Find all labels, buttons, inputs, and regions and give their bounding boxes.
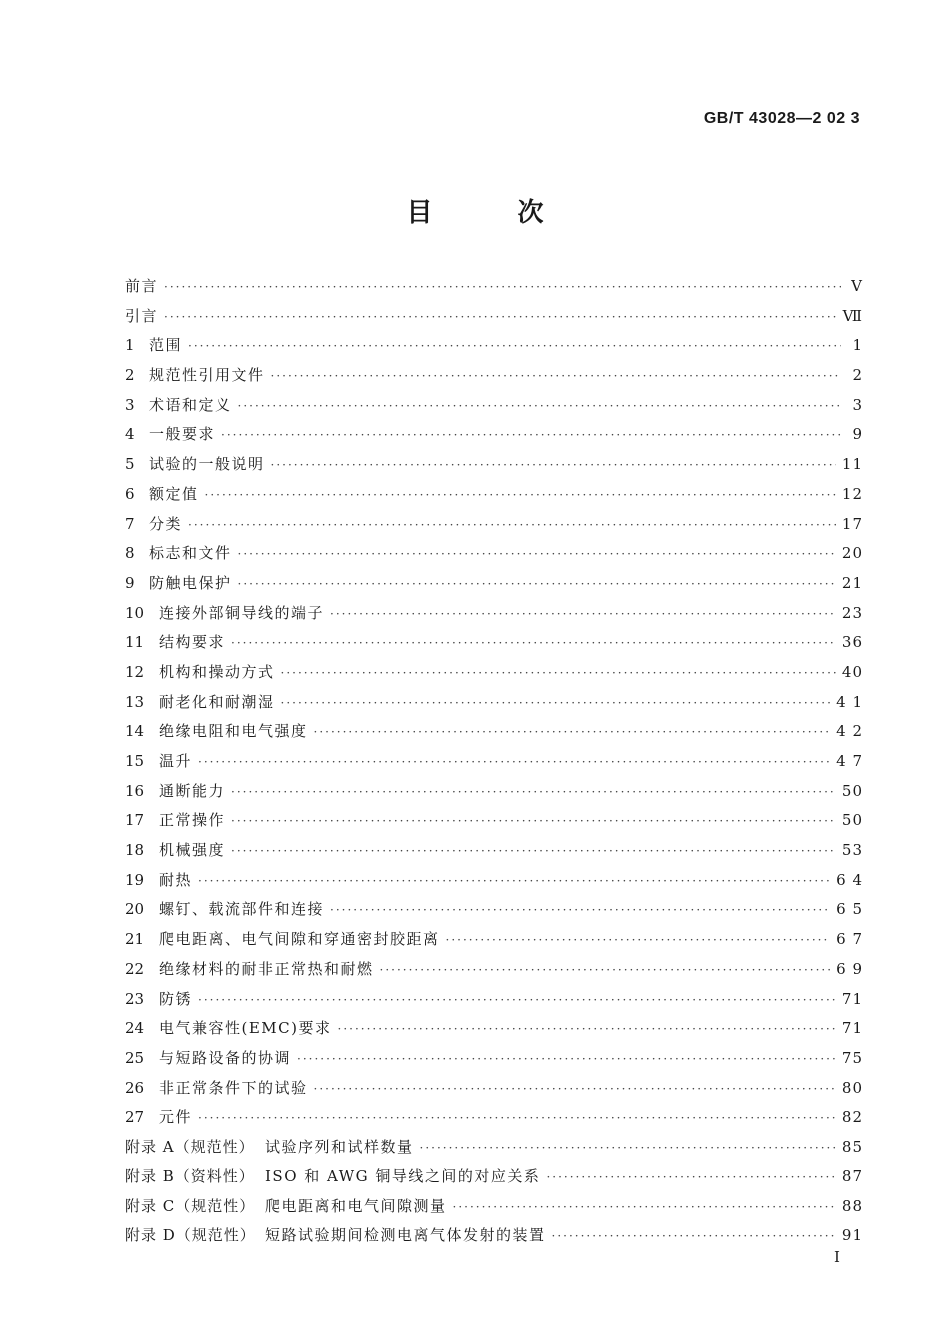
toc-entry-label: 与短路设备的协调: [159, 1048, 292, 1067]
toc-entry-number: 6: [125, 484, 135, 503]
toc-entry-label: 正常操作: [159, 811, 226, 830]
toc-entry[interactable]: [125, 1074, 863, 1104]
toc-entry[interactable]: [125, 688, 863, 718]
toc-entry-number: 4: [125, 425, 135, 444]
dot-leader: [420, 1134, 836, 1163]
toc-entry-number: 21: [125, 930, 145, 949]
toc-entry-number: 12: [125, 662, 145, 681]
toc-entry[interactable]: [125, 925, 863, 955]
toc-entry-page: 50: [841, 781, 863, 800]
appendix-title: 爬电距离和电气间隙测量: [265, 1196, 447, 1215]
toc-entry-label: 爬电距离、电气间隙和穿通密封胶距离: [159, 930, 440, 949]
toc-entry-page: 3: [852, 395, 863, 414]
dot-leader: [221, 421, 841, 451]
toc-entry-number: 22: [125, 959, 145, 978]
toc-entry-page: 80: [841, 1078, 863, 1097]
toc-entry[interactable]: [125, 717, 863, 747]
toc-entry-number: 19: [125, 870, 145, 889]
toc-entry-page: 6 9: [836, 959, 863, 978]
toc-entry-page: 6 4: [836, 870, 863, 889]
toc-entry-label: 额定值: [149, 484, 199, 503]
dot-leader: [446, 926, 831, 956]
appendix-page: 88: [841, 1196, 863, 1215]
toc-entry-page: 6 7: [836, 930, 863, 949]
dot-leader: [164, 273, 841, 303]
toc-entry-label: 防锈: [159, 989, 193, 1008]
toc-entry-page: 20: [841, 544, 863, 563]
page-title: 目 次: [406, 198, 582, 228]
toc-entry[interactable]: [125, 836, 863, 866]
toc-entry[interactable]: [125, 480, 863, 510]
dot-leader: [164, 303, 837, 333]
dot-leader: [546, 1163, 835, 1192]
toc-entry-number: 13: [125, 692, 145, 711]
toc-entry[interactable]: [125, 510, 863, 540]
toc-entry-page: V: [851, 277, 863, 295]
appendix-page: 91: [841, 1226, 863, 1245]
toc-appendix-entry[interactable]: [125, 1162, 863, 1191]
appendix-prefix: 附录 C（规范性）: [125, 1196, 256, 1215]
toc-entry[interactable]: [125, 272, 863, 302]
toc-entry-number: 25: [125, 1048, 145, 1067]
toc-entry-label: 机构和操动方式: [159, 662, 275, 681]
toc-entry-number: 18: [125, 841, 145, 860]
dot-leader: [198, 867, 830, 897]
toc-entry-label: 引言: [125, 306, 159, 325]
dot-leader: [198, 986, 836, 1016]
toc-entry[interactable]: [125, 599, 863, 629]
appendix-title: 试验序列和试样数量: [265, 1137, 414, 1156]
dot-leader: [297, 1045, 836, 1075]
dot-leader: [330, 600, 836, 630]
toc-entry[interactable]: [125, 1044, 863, 1074]
toc-entry-page: 50: [841, 811, 863, 830]
toc-entry-label: 结构要求: [159, 633, 226, 652]
toc-entry-page: 4 7: [836, 752, 863, 770]
toc-entry-label: 耐热: [159, 870, 193, 889]
toc-entry-label: 非正常条件下的试验: [159, 1078, 308, 1097]
toc-entry-number: 23: [125, 989, 145, 1008]
toc-entry-page: 2: [852, 366, 863, 385]
toc-entry-label: 术语和定义: [149, 395, 232, 414]
dot-leader: [552, 1222, 836, 1251]
dot-leader: [314, 718, 831, 748]
toc-entry[interactable]: [125, 985, 863, 1015]
toc-entry[interactable]: [125, 331, 863, 361]
appendix-page: 87: [841, 1167, 863, 1186]
toc-entry-page: 21: [841, 573, 863, 592]
page-folio: I: [834, 1248, 840, 1266]
appendix-prefix: 附录 B（资料性）: [125, 1167, 255, 1186]
toc-entry-page: 82: [841, 1108, 863, 1127]
toc-entry-number: 2: [125, 366, 135, 385]
toc-entry-number: 26: [125, 1078, 145, 1097]
dot-leader: [281, 659, 836, 689]
toc-entry-number: 8: [125, 544, 135, 563]
dot-leader: [238, 392, 841, 422]
dot-leader: [231, 807, 836, 837]
dot-leader: [314, 1075, 836, 1105]
dot-leader: [231, 778, 836, 808]
toc-entry-number: 14: [125, 722, 145, 741]
toc-entry[interactable]: [125, 1014, 863, 1044]
toc-entry-page: 4 2: [836, 722, 863, 741]
toc-entry-page: 36: [841, 633, 863, 652]
toc-entry-page: 6 5: [836, 900, 863, 919]
dot-leader: [198, 1104, 836, 1134]
toc-entry[interactable]: [125, 391, 863, 421]
dot-leader: [281, 689, 831, 719]
toc-entry[interactable]: [125, 420, 863, 450]
appendix-page: 85: [841, 1137, 863, 1156]
table-of-contents: [125, 272, 863, 1251]
toc-appendix-entry[interactable]: [125, 1133, 863, 1162]
toc-entry[interactable]: [125, 658, 863, 688]
toc-entry-page: 11: [841, 455, 863, 474]
toc-entry-number: 5: [125, 455, 135, 474]
toc-entry-number: 11: [125, 633, 145, 652]
toc-entry-number: 15: [125, 752, 145, 770]
toc-entry-label: 温升: [159, 752, 193, 770]
toc-entry-number: 16: [125, 781, 145, 800]
toc-entry[interactable]: [125, 450, 863, 480]
toc-entry[interactable]: [125, 806, 863, 836]
toc-entry[interactable]: [125, 361, 863, 391]
dot-leader: [338, 1015, 836, 1045]
toc-entry-number: 20: [125, 900, 145, 919]
toc-entry[interactable]: [125, 302, 863, 332]
dot-leader: [188, 332, 841, 362]
toc-entry-label: 元件: [159, 1108, 193, 1127]
toc-entry-label: 机械强度: [159, 841, 226, 860]
dot-leader: [198, 748, 830, 778]
document-code: GB/T 43028—2 02 3: [703, 110, 860, 127]
toc-entry[interactable]: [125, 747, 863, 777]
toc-entry[interactable]: [125, 777, 863, 807]
toc-entry-page: 12: [841, 484, 863, 503]
toc-entry-number: 24: [125, 1019, 145, 1038]
appendix-prefix: 附录 A（规范性）: [125, 1137, 255, 1156]
dot-leader: [271, 362, 841, 392]
dot-leader: [271, 451, 836, 481]
dot-leader: [238, 540, 836, 570]
dot-leader: [380, 956, 831, 986]
toc-entry-label: 分类: [149, 514, 183, 533]
toc-entry-page: 40: [841, 662, 863, 681]
toc-entry-number: 1: [125, 336, 135, 355]
dot-leader: [330, 896, 830, 926]
toc-entry[interactable]: [125, 569, 863, 599]
toc-entry-label: 螺钉、载流部件和连接: [159, 900, 325, 919]
toc-entry-number: 9: [125, 573, 135, 592]
toc-entry-label: 前言: [125, 277, 159, 295]
toc-entry-label: 通断能力: [159, 781, 226, 800]
toc-entry-page: 75: [841, 1048, 863, 1067]
toc-entry-page: 4 1: [836, 692, 863, 711]
toc-entry-label: 一般要求: [149, 425, 216, 444]
toc-entry-page: 9: [852, 425, 863, 444]
dot-leader: [238, 570, 836, 600]
toc-entry-label: 标志和文件: [149, 544, 232, 563]
toc-entry-label: 防触电保护: [149, 573, 232, 592]
toc-entry-label: 耐老化和耐潮湿: [159, 692, 275, 711]
dot-leader: [231, 837, 836, 867]
toc-entry-page: 71: [841, 989, 863, 1008]
toc-appendix-entry[interactable]: [125, 1221, 863, 1250]
toc-entry-page: 23: [841, 603, 863, 622]
toc-entry-number: 27: [125, 1108, 145, 1127]
toc-entry[interactable]: [125, 1103, 863, 1133]
toc-entry-label: 电气兼容性(EMC)要求: [159, 1019, 332, 1038]
toc-entry-number: 7: [125, 514, 135, 533]
toc-entry-number: 10: [125, 603, 145, 622]
toc-entry-page: 71: [841, 1019, 863, 1038]
toc-appendix-entry[interactable]: [125, 1192, 863, 1221]
toc-entry-number: 3: [125, 395, 135, 414]
toc-entry-label: 规范性引用文件: [149, 366, 265, 385]
toc-entry[interactable]: [125, 895, 863, 925]
toc-entry-page: 17: [841, 514, 863, 533]
toc-entry-page: Ⅶ: [842, 306, 863, 325]
toc-entry[interactable]: [125, 866, 863, 896]
toc-entry[interactable]: [125, 955, 863, 985]
dot-leader: [205, 481, 836, 511]
toc-entry-label: 试验的一般说明: [149, 455, 265, 474]
appendix-title: 短路试验期间检测电离气体发射的装置: [265, 1226, 546, 1245]
toc-entry-label: 范围: [149, 336, 183, 355]
toc-entry-page: 53: [841, 841, 863, 860]
toc-entry[interactable]: [125, 539, 863, 569]
dot-leader: [453, 1193, 836, 1222]
appendix-title: ISO 和 AWG 铜导线之间的对应关系: [265, 1167, 541, 1186]
toc-entry[interactable]: [125, 628, 863, 658]
toc-entry-number: 17: [125, 811, 145, 830]
toc-entry-label: 连接外部铜导线的端子: [159, 603, 325, 622]
appendix-prefix: 附录 D（规范性）: [125, 1226, 256, 1245]
dot-leader: [188, 511, 836, 541]
dot-leader: [231, 629, 836, 659]
toc-entry-label: 绝缘电阻和电气强度: [159, 722, 308, 741]
toc-entry-label: 绝缘材料的耐非正常热和耐燃: [159, 959, 374, 978]
toc-entry-page: 1: [852, 336, 863, 355]
